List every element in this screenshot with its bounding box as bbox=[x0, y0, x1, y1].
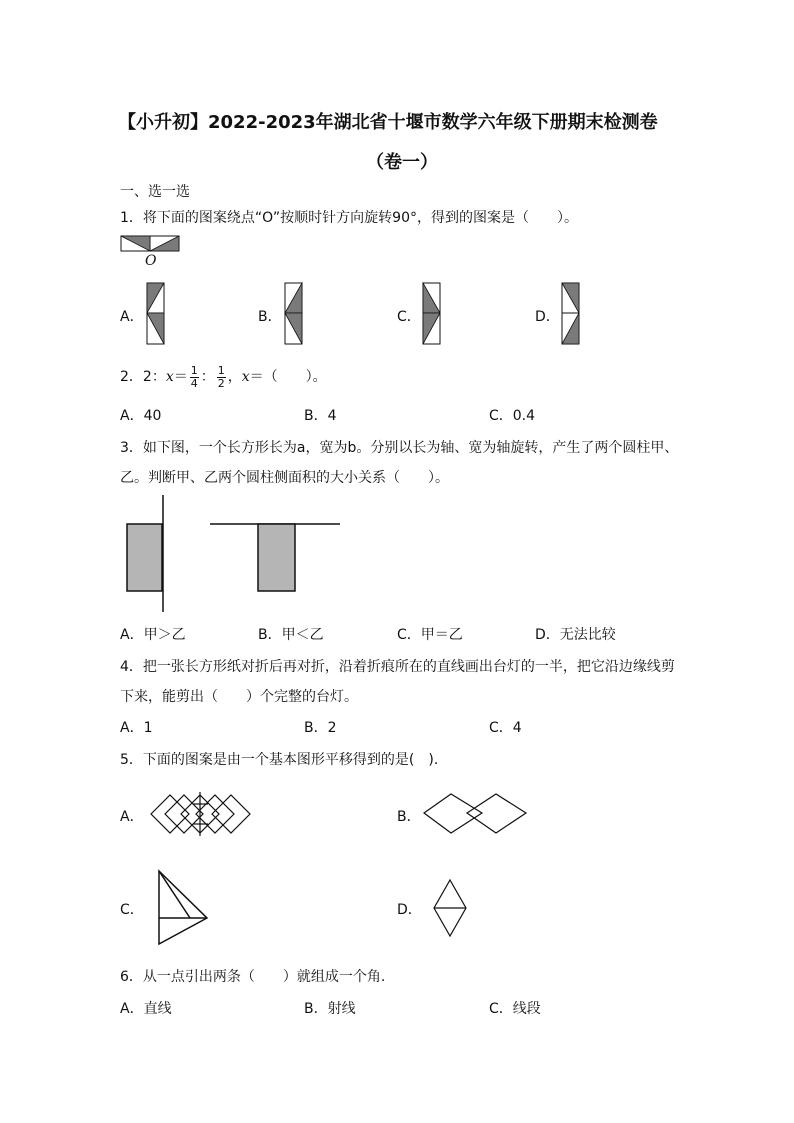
question-1-text: 1．将下面的图案绕点“O”按顺时针方向旋转90°，得到的图案是（ ）。 bbox=[120, 210, 578, 226]
page-title: 【小升初】2022-2023年湖北省十堰市数学六年级下册期末检测卷 bbox=[118, 112, 658, 133]
q1-point-o-label: O bbox=[145, 253, 157, 269]
q2-prefix: 2．2： bbox=[120, 369, 166, 385]
q3-rectangle-figures bbox=[120, 495, 350, 615]
q4-option-b[interactable]: B．2 bbox=[304, 720, 337, 736]
q2-fraction-2 bbox=[217, 365, 226, 390]
q2-option-c[interactable]: C．0.4 bbox=[489, 408, 536, 424]
q2-f2-num: 1 bbox=[217, 363, 225, 377]
question-2-text bbox=[120, 364, 327, 390]
q1-option-b-label[interactable]: B． bbox=[258, 309, 282, 325]
q2-separator: ， bbox=[227, 369, 242, 385]
q3-option-b[interactable]: B．甲＜乙 bbox=[258, 627, 324, 643]
q4-option-a[interactable]: A．1 bbox=[120, 720, 153, 736]
q2-option-b[interactable]: B．4 bbox=[304, 408, 337, 424]
q6-option-b[interactable]: B．射线 bbox=[304, 1001, 356, 1017]
q1-option-d-label[interactable]: D． bbox=[535, 309, 560, 325]
q5-option-d-figure[interactable] bbox=[432, 878, 470, 940]
question-3-line-1: 3．如下图，一个长方形长为a，宽为b。分别以长为轴、宽为轴旋转，产生了两个圆柱甲、 bbox=[120, 440, 679, 456]
q2-suffix: ＝（ ）。 bbox=[249, 369, 327, 385]
q1-option-b-figure[interactable] bbox=[284, 282, 304, 346]
q1-option-a-label[interactable]: A． bbox=[120, 309, 144, 325]
q4-option-c[interactable]: C．4 bbox=[489, 720, 522, 736]
q2-f2-den: 2 bbox=[217, 376, 225, 390]
q5-option-c-figure[interactable] bbox=[156, 868, 214, 948]
q1-option-d-figure[interactable] bbox=[561, 282, 581, 346]
q1-option-c-label[interactable]: C． bbox=[397, 309, 421, 325]
question-3-line-2: 乙。判断甲、乙两个圆柱侧面积的大小关系（ ）。 bbox=[120, 470, 449, 486]
q5-option-c-label[interactable]: C． bbox=[120, 902, 144, 918]
question-6-text: 6．从一点引出两条（ ）就组成一个角. bbox=[120, 969, 386, 985]
q3-option-d[interactable]: D．无法比较 bbox=[535, 627, 616, 643]
q5-option-b-figure[interactable] bbox=[422, 792, 532, 838]
q2-option-a[interactable]: A．40 bbox=[120, 408, 162, 424]
q6-option-a[interactable]: A．直线 bbox=[120, 1001, 172, 1017]
q5-option-a-label[interactable]: A． bbox=[120, 809, 144, 825]
question-5-text: 5．下面的图案是由一个基本图形平移得到的是( ). bbox=[120, 752, 439, 768]
q1-original-figure bbox=[120, 235, 182, 255]
q2-f1-den: 4 bbox=[190, 376, 198, 390]
q2-colon: ： bbox=[200, 369, 215, 385]
q3-option-a[interactable]: A．甲＞乙 bbox=[120, 627, 186, 643]
q5-option-b-label[interactable]: B． bbox=[397, 809, 421, 825]
q2-fraction-1 bbox=[190, 365, 199, 390]
q2-f1-num: 1 bbox=[190, 363, 198, 377]
section-heading: 一、选一选 bbox=[120, 184, 190, 200]
q2-equals: ＝ bbox=[173, 369, 188, 385]
q3-option-c[interactable]: C．甲＝乙 bbox=[397, 627, 463, 643]
q1-option-c-figure[interactable] bbox=[422, 282, 442, 346]
question-4-line-2: 下来，能剪出（ ）个完整的台灯。 bbox=[120, 689, 358, 705]
question-4-line-1: 4．把一张长方形纸对折后再对折，沿着折痕所在的直线画出台灯的一半，把它沿边缘线剪 bbox=[120, 659, 675, 675]
page-subtitle: （卷一） bbox=[366, 152, 438, 173]
q2-var-x2: x bbox=[241, 369, 250, 385]
q5-option-a-figure[interactable] bbox=[148, 790, 258, 840]
q6-option-c[interactable]: C．线段 bbox=[489, 1001, 541, 1017]
q5-option-d-label[interactable]: D． bbox=[397, 902, 422, 918]
q1-option-a-figure[interactable] bbox=[146, 282, 166, 346]
q2-var-x: x bbox=[165, 369, 174, 385]
